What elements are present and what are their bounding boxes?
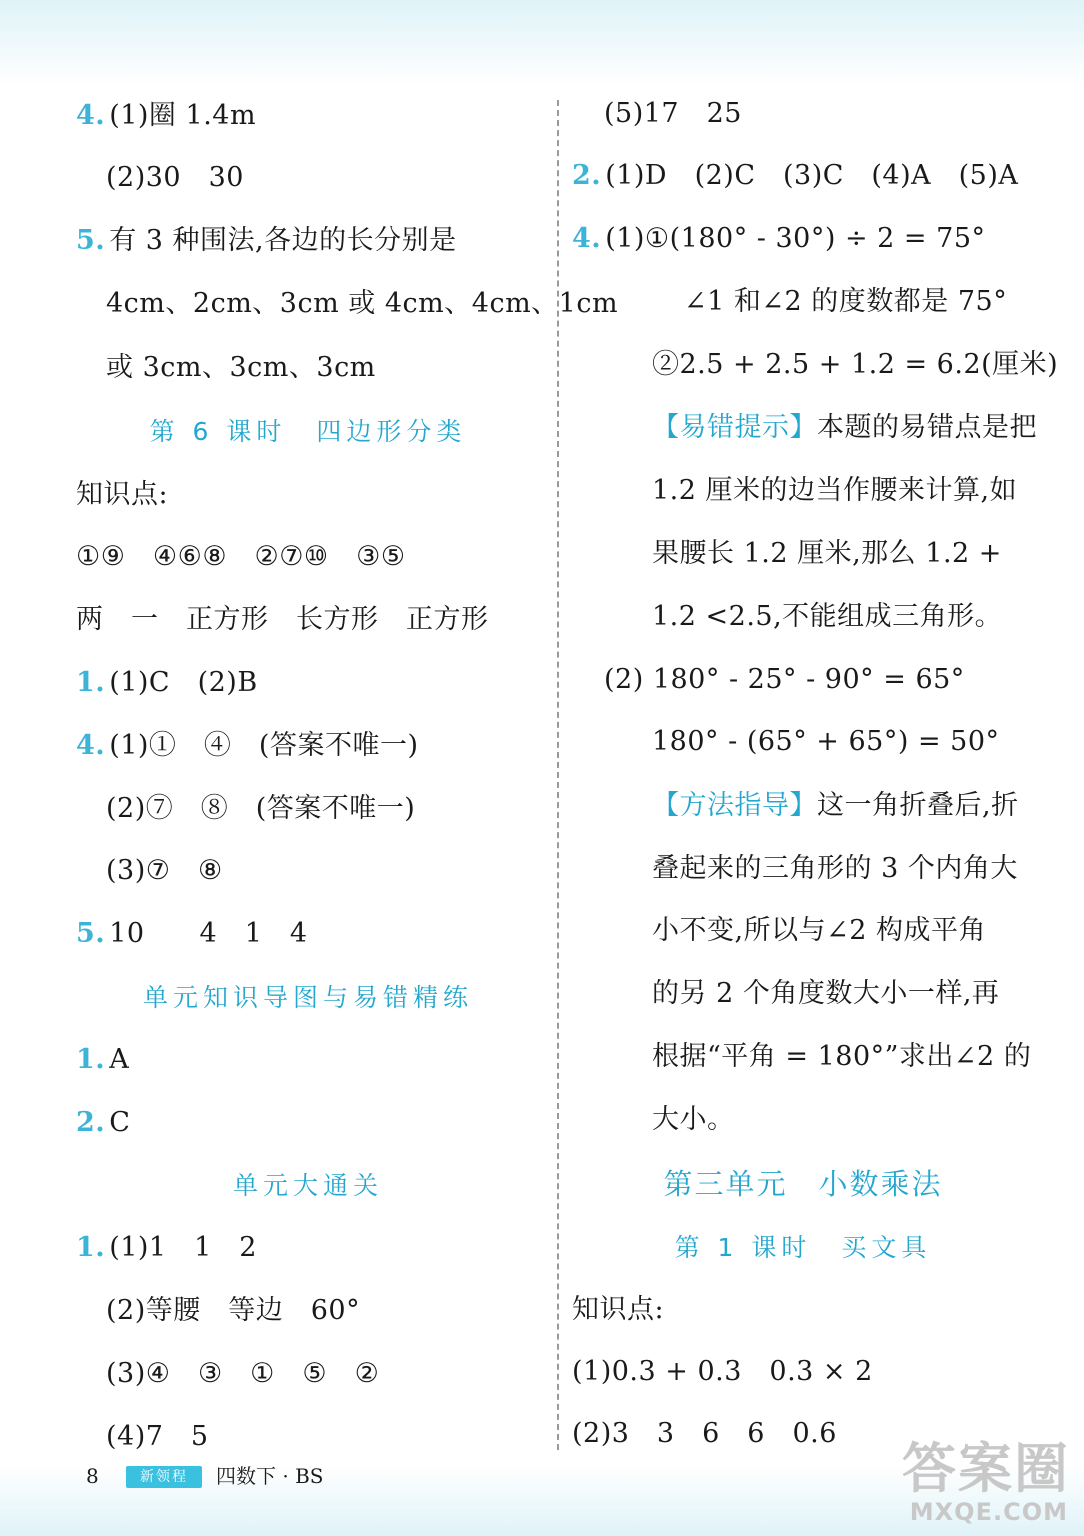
tip-label: 【方法指导】	[652, 790, 817, 821]
answer-line	[572, 156, 1018, 196]
answer-line: (2)等腰 等边 60°	[106, 1295, 361, 1326]
tip-line: 1.2 <2.5,不能组成三角形。	[652, 601, 1003, 632]
tip-line: 的另 2 个角度数大小一样,再	[652, 978, 1000, 1009]
answer-text: (1)圈 1.4m	[109, 100, 257, 131]
question-number: 4.	[76, 100, 106, 131]
tip-line: 果腰长 1.2 厘米,那么 1.2 +	[652, 538, 1002, 569]
answer-line: (1)0.3 + 0.3 0.3 × 2	[572, 1356, 873, 1387]
question-number: 1.	[76, 1232, 106, 1263]
answer-line	[76, 221, 457, 261]
unit-heading: 第三单元 小数乘法	[663, 1167, 943, 1201]
tip-line: 大小。	[652, 1104, 735, 1135]
tip-text: 这一角折叠后,折	[817, 790, 1019, 821]
answer-line: (2)⑦ ⑧ (答案不唯一)	[106, 793, 416, 824]
answer-line: ①⑨ ④⑥⑧ ②⑦⑩ ③⑤	[76, 541, 406, 572]
section-heading: 第 1 课时 买文具	[674, 1233, 932, 1262]
answer-line: ∠1 和∠2 的度数都是 75°	[684, 286, 1008, 317]
answer-line	[76, 1040, 129, 1080]
tip-label: 【易错提示】	[652, 412, 817, 443]
answer-text: C	[109, 1107, 131, 1138]
answer-line	[76, 1228, 257, 1268]
answer-line	[76, 96, 256, 136]
section-heading: 单元知识导图与易错精练	[142, 983, 473, 1012]
question-number: 1.	[76, 667, 106, 698]
answer-line	[572, 219, 986, 259]
question-number: 5.	[76, 918, 106, 949]
answer-text: 有 3 种围法,各边的长分别是	[109, 225, 457, 256]
tip-line: 1.2 厘米的边当作腰来计算,如	[652, 475, 1018, 506]
answer-line: (2) 180° - 25° - 90° = 65°	[604, 664, 965, 695]
answer-line: 知识点:	[572, 1294, 665, 1325]
question-number: 5.	[76, 225, 106, 256]
section-heading: 单元大通关	[232, 1171, 383, 1200]
watermark-text-cn: 答案圈	[902, 1437, 1070, 1500]
answer-line: (3)⑦ ⑧	[106, 855, 223, 886]
watermark-text-en: MXQE.COM	[909, 1498, 1068, 1526]
answer-line: ②2.5 + 2.5 + 1.2 = 6.2(厘米)	[652, 349, 1059, 380]
answer-line: (4)7 5	[106, 1421, 209, 1452]
tip-line: 根据“平角 = 180°”求出∠2 的	[652, 1041, 1032, 1072]
tip-line	[652, 786, 1019, 826]
tip-line: 叠起来的三角形的 3 个内角大	[652, 853, 1018, 884]
answer-line: 4cm、2cm、3cm 或 4cm、4cm、1cm	[106, 288, 619, 319]
brand-badge: 新领程	[126, 1466, 202, 1488]
answer-text: (1)D (2)C (3)C (4)A (5)A	[605, 160, 1019, 191]
answer-text: 10 4 1 4	[109, 918, 308, 949]
answer-line: (3)④ ③ ① ⑤ ②	[106, 1358, 380, 1389]
answer-line	[76, 663, 258, 703]
answer-line: 知识点:	[76, 479, 169, 510]
top-background-band	[0, 0, 1084, 86]
answer-text: (1)1 1 2	[109, 1232, 257, 1263]
answer-line: (2)3 3 6 6 0.6	[572, 1418, 837, 1449]
question-number: 1.	[76, 1044, 106, 1075]
tip-line: 小不变,所以与∠2 构成平角	[652, 915, 986, 946]
answer-line: 两 一 正方形 长方形 正方形	[76, 604, 489, 635]
page-number: 8	[86, 1464, 99, 1488]
answer-text: (1)C (2)B	[109, 667, 258, 698]
answer-line	[76, 726, 419, 766]
question-number: 4.	[572, 223, 602, 254]
tip-text: 本题的易错点是把	[817, 412, 1037, 443]
answer-line	[76, 1103, 130, 1143]
answer-line	[76, 914, 308, 954]
question-number: 2.	[76, 1107, 106, 1138]
answer-text: (1)①(180° - 30°) ÷ 2 = 75°	[605, 223, 986, 254]
section-heading: 第 6 课时 四边形分类	[149, 417, 467, 446]
answer-line: (5)17 25	[604, 98, 742, 129]
tip-line	[652, 408, 1037, 448]
subject-label: 四数下 · BS	[216, 1464, 324, 1488]
question-number: 2.	[572, 160, 602, 191]
answer-text: A	[109, 1044, 130, 1075]
answer-line: 或 3cm、3cm、3cm	[106, 352, 376, 383]
answer-text: (1)① ④ (答案不唯一)	[109, 730, 419, 761]
watermark-logo	[880, 1437, 1076, 1530]
answer-line: (2)30 30	[106, 162, 244, 193]
answer-line: 180° - (65° + 65°) = 50°	[652, 726, 1000, 757]
question-number: 4.	[76, 730, 106, 761]
